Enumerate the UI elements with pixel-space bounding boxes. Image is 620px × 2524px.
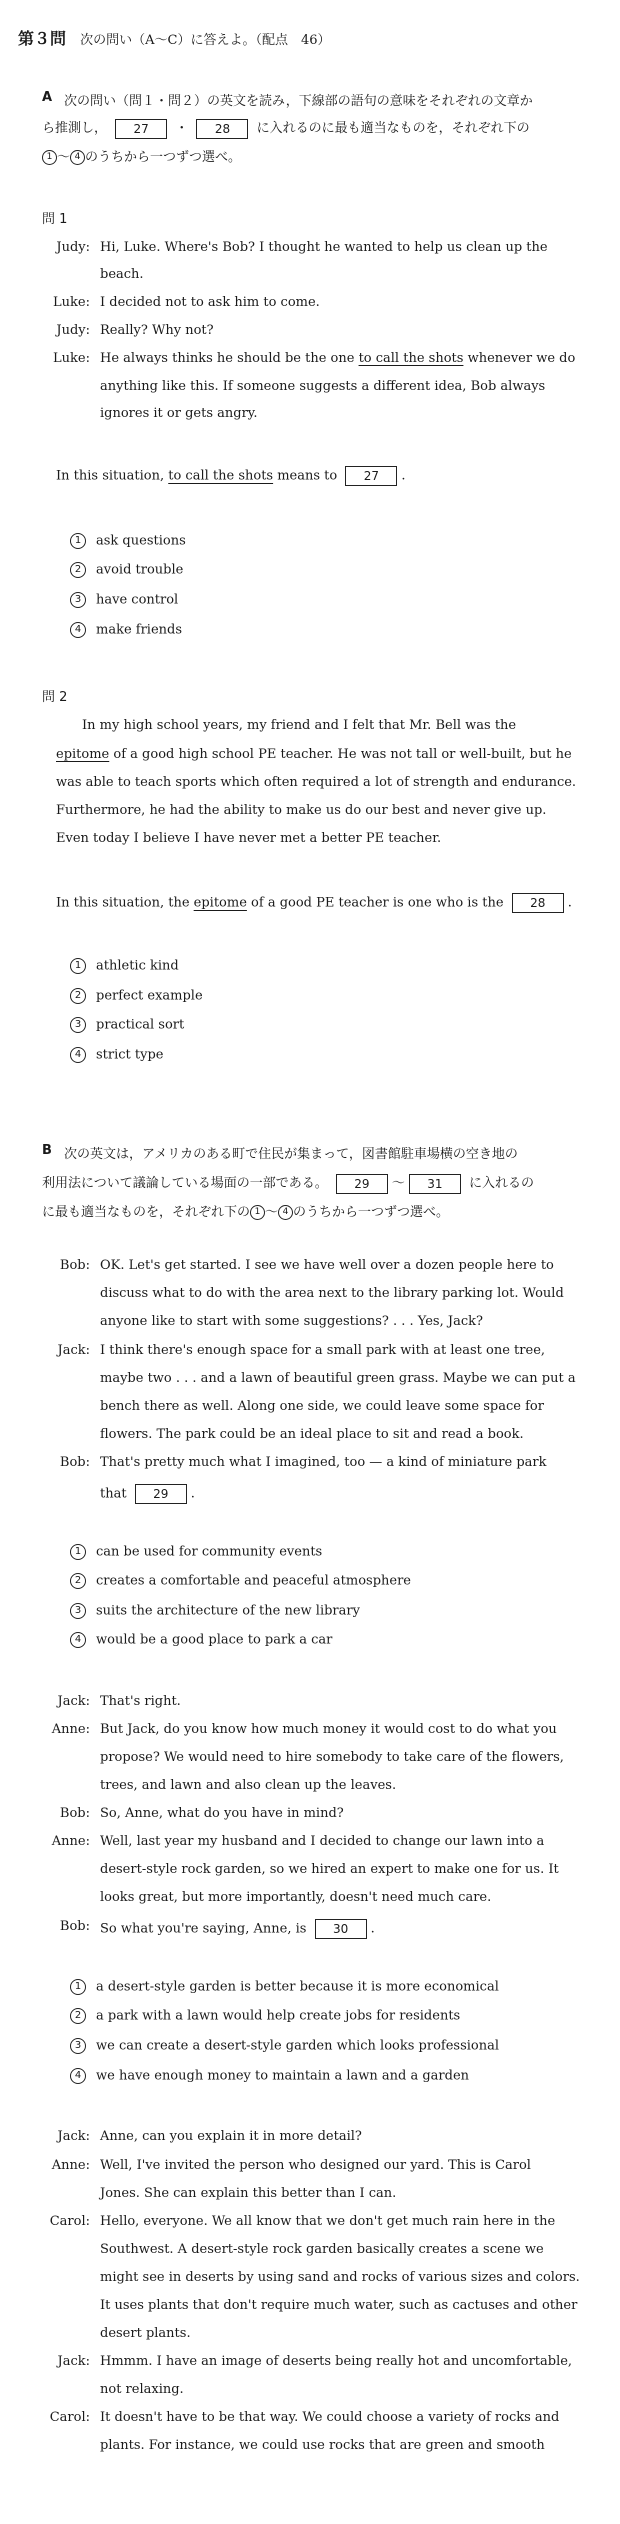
section-a-label: A xyxy=(42,90,53,105)
circled-number: 3 xyxy=(70,1017,86,1033)
text: that xyxy=(100,1486,127,1502)
circled-number: 4 xyxy=(70,1047,86,1063)
underlined-phrase: to call the shots xyxy=(358,351,464,366)
dialog-line: That's pretty much what I imagined, too — a kind of miniature park xyxy=(100,1455,547,1470)
dialog-line: That's right. xyxy=(100,1694,181,1709)
speaker: Bob: xyxy=(59,1919,90,1934)
dialog-line: OK. Let's get started. I see we have well over a dozen people here to xyxy=(100,1258,554,1273)
answer-box-29: 29 xyxy=(135,1484,187,1504)
section-b-intro-line1: 次の英文は，アメリカのある町で住民が集まって，図書館駐車場横の空き地の xyxy=(64,1147,518,1162)
option-2[interactable] xyxy=(70,1573,411,1589)
intro-text: に入れるのに最も適当なものを，それぞれ下の xyxy=(256,121,530,136)
option-1[interactable] xyxy=(70,958,179,974)
section-b-intro-line3 xyxy=(42,1201,449,1220)
dialog-line xyxy=(100,1919,375,1939)
dialog-line: So, Anne, what do you have in mind? xyxy=(100,1806,344,1821)
intro-text: のうちから一つずつ選べ。 xyxy=(85,150,242,165)
speaker: Jack: xyxy=(57,2129,90,2144)
period: . xyxy=(567,895,572,911)
circled-number-4: 4 xyxy=(70,150,85,165)
dialog-line: propose? We would need to hire somebody to take care of the flowers, xyxy=(100,1750,564,1765)
answer-box-27: 27 xyxy=(115,119,167,139)
circled-number: 2 xyxy=(70,562,86,578)
q2-label: 問 2 xyxy=(42,690,68,705)
circled-number: 1 xyxy=(70,1544,86,1560)
text: means to xyxy=(277,468,338,484)
dialog-line: Hmmm. I have an image of deserts being really hot and uncomfortable, xyxy=(100,2354,573,2369)
underlined-phrase: to call the shots xyxy=(168,468,274,484)
speaker: Carol: xyxy=(49,2214,90,2229)
circled-number: 1 xyxy=(70,1979,86,1995)
option-text: athletic kind xyxy=(96,958,179,974)
circled-number: 3 xyxy=(70,2038,86,2054)
circled-number: 4 xyxy=(70,1632,86,1648)
dialog-line: Jones. She can explain this better than I can. xyxy=(100,2186,397,2201)
period: . xyxy=(190,1486,195,1502)
answer-box-27: 27 xyxy=(345,466,397,486)
speaker: Bob: xyxy=(59,1455,90,1470)
dialog-line: I think there's enough space for a small park with at least one tree, xyxy=(100,1343,546,1358)
dialog-line: might see in deserts by using sand and rocks of various sizes and colors. xyxy=(100,2270,580,2285)
speaker: Judy: xyxy=(56,323,90,338)
dialog-line: plants. For instance, we could use rocks that are green and smooth xyxy=(100,2438,545,2453)
circled-number-4: 4 xyxy=(278,1205,293,1220)
option-text: practical sort xyxy=(96,1017,185,1033)
circled-number: 2 xyxy=(70,1573,86,1589)
text: of a good high school PE teacher. He was not tall or well-built, but he xyxy=(113,747,572,762)
answer-box-28: 28 xyxy=(512,893,564,913)
dialog-line: looks great, but more importantly, doesn't need much care. xyxy=(100,1890,492,1905)
dialog-line: desert plants. xyxy=(100,2326,191,2341)
intro-text: ら推測し， xyxy=(42,121,108,136)
q2-stem xyxy=(56,893,572,913)
answer-box-29: 29 xyxy=(336,1174,388,1194)
tilde: 〜 xyxy=(391,1176,405,1191)
option-text: we can create a desert-style garden which looks professional xyxy=(96,2038,500,2054)
q1-label: 問 1 xyxy=(42,212,68,227)
option-text: avoid trouble xyxy=(96,562,184,578)
dialog-line: flowers. The park could be an ideal place to sit and read a book. xyxy=(100,1427,524,1442)
answer-box-30: 30 xyxy=(315,1919,367,1939)
separator: ・ xyxy=(175,121,189,136)
option-1[interactable] xyxy=(70,533,186,549)
text: of a good PE teacher is one who is the xyxy=(251,895,504,911)
dialog-line xyxy=(100,351,575,366)
option-text: make friends xyxy=(96,622,183,638)
intro-text: 利用法について議論している場面の一部である。 xyxy=(42,1176,328,1191)
dialog-line: Southwest. A desert-style rock garden basically creates a scene we xyxy=(100,2242,544,2257)
passage-line: In my high school years, my friend and I felt that Mr. Bell was the xyxy=(82,718,517,733)
option-1[interactable] xyxy=(70,1544,322,1560)
speaker: Luke: xyxy=(53,351,90,366)
speaker: Anne: xyxy=(51,1834,90,1849)
circled-number: 4 xyxy=(70,2068,86,2084)
section-b-intro-line2 xyxy=(42,1172,534,1194)
dialog-line: discuss what to do with the area next to the library parking lot. Would xyxy=(100,1286,564,1301)
dialog-line: But Jack, do you know how much money it would cost to do what you xyxy=(100,1722,557,1737)
option-text: perfect example xyxy=(96,988,203,1004)
period: . xyxy=(401,468,406,484)
passage-line: was able to teach sports which often required a lot of strength and endurance. xyxy=(56,775,577,790)
q1-stem xyxy=(56,466,406,486)
option-3[interactable] xyxy=(70,592,178,608)
speaker: Judy: xyxy=(56,240,90,255)
circled-number: 2 xyxy=(70,2008,86,2024)
speaker: Bob: xyxy=(59,1258,90,1273)
speaker: Carol: xyxy=(49,2410,90,2425)
text: So what you're saying, Anne, is xyxy=(100,1921,307,1937)
option-text: a desert-style garden is better because it is more economical xyxy=(96,1979,499,1995)
circled-number: 2 xyxy=(70,988,86,1004)
dialog-line: bench there as well. Along one side, we could leave some space for xyxy=(100,1399,544,1414)
dialog-line: anything like this. If someone suggests a different idea, Bob always xyxy=(100,379,546,394)
dialog-line: trees, and lawn and also clean up the leaves. xyxy=(100,1778,397,1793)
dialog-line: anyone like to start with some suggestions? . . . Yes, Jack? xyxy=(100,1314,483,1329)
option-1[interactable] xyxy=(70,1979,499,1995)
circled-number: 3 xyxy=(70,592,86,608)
passage-line xyxy=(56,747,572,762)
speaker: Jack: xyxy=(57,2354,90,2369)
dialog-line: Anne, can you explain it in more detail? xyxy=(100,2129,362,2144)
text: He always thinks he should be the one xyxy=(100,351,355,366)
option-2[interactable] xyxy=(70,562,183,578)
section-b-label: B xyxy=(42,1143,52,1158)
question-number: 第３問 xyxy=(18,29,67,48)
option-text: suits the architecture of the new library xyxy=(96,1603,360,1619)
option-4[interactable] xyxy=(70,1047,164,1063)
dialog-line: Hi, Luke. Where's Bob? I thought he wanted to help us clean up the xyxy=(100,240,548,255)
circled-number: 3 xyxy=(70,1603,86,1619)
dialog-line: Well, I've invited the person who designed our yard. This is Carol xyxy=(100,2158,531,2173)
underlined-word: epitome xyxy=(193,895,247,911)
period: . xyxy=(370,1921,375,1937)
answer-box-31: 31 xyxy=(409,1174,461,1194)
circled-number-1: 1 xyxy=(250,1205,265,1220)
dialog-line: Really? Why not? xyxy=(100,323,214,338)
dialog-line: ignores it or gets angry. xyxy=(100,406,258,421)
option-3[interactable] xyxy=(70,2038,499,2054)
option-2[interactable] xyxy=(70,2008,460,2024)
tilde: 〜 xyxy=(265,1205,279,1220)
option-text: have control xyxy=(96,592,179,608)
underlined-word: epitome xyxy=(56,747,110,762)
dialog-line: I decided not to ask him to come. xyxy=(100,295,320,310)
dialog-line: beach. xyxy=(100,267,144,282)
passage-line: Furthermore, he had the ability to make us do our best and never give up. xyxy=(56,803,547,818)
text: whenever we do xyxy=(467,351,576,366)
dialog-line: It doesn't have to be that way. We could choose a variety of rocks and xyxy=(100,2410,560,2425)
intro-text: に最も適当なものを，それぞれ下の xyxy=(42,1205,251,1220)
circled-number: 4 xyxy=(70,622,86,638)
option-3[interactable] xyxy=(70,1017,184,1033)
option-text: creates a comfortable and peaceful atmosphere xyxy=(96,1573,411,1589)
option-3[interactable] xyxy=(70,1603,360,1619)
question-instructions: 次の問い（A〜C）に答えよ。（配点 46） xyxy=(80,33,331,48)
dialog-line: Well, last year my husband and I decided to change our lawn into a xyxy=(100,1834,545,1849)
option-4[interactable] xyxy=(70,622,182,638)
option-text: would be a good place to park a car xyxy=(96,1632,333,1648)
intro-text: のうちから一つずつ選べ。 xyxy=(293,1205,450,1220)
option-4[interactable] xyxy=(70,1632,332,1648)
dialog-line: It uses plants that don't require much water, such as cactuses and other xyxy=(100,2298,578,2313)
text: In this situation, xyxy=(56,468,165,484)
passage-line: Even today I believe I have never met a better PE teacher. xyxy=(56,831,442,846)
text: In this situation, the xyxy=(56,895,190,911)
option-text: ask questions xyxy=(96,533,186,549)
option-text: can be used for community events xyxy=(96,1544,323,1560)
circled-number-1: 1 xyxy=(42,150,57,165)
option-4[interactable] xyxy=(70,2068,469,2084)
section-a-intro-line2 xyxy=(42,117,530,139)
speaker: Jack: xyxy=(57,1694,90,1709)
question-header xyxy=(18,26,331,49)
option-2[interactable] xyxy=(70,988,203,1004)
speaker: Anne: xyxy=(51,2158,90,2173)
tilde: 〜 xyxy=(57,150,71,165)
answer-box-28: 28 xyxy=(196,119,248,139)
speaker: Bob: xyxy=(59,1806,90,1821)
circled-number: 1 xyxy=(70,958,86,974)
dialog-line: maybe two . . . and a lawn of beautiful green grass. Maybe we can put a xyxy=(100,1371,576,1386)
option-text: we have enough money to maintain a lawn and a garden xyxy=(96,2068,470,2084)
dialog-line xyxy=(100,1484,195,1504)
dialog-line: not relaxing. xyxy=(100,2382,184,2397)
dialog-line: desert-style rock garden, so we hired an expert to make one for us. It xyxy=(100,1862,559,1877)
speaker: Jack: xyxy=(57,1343,90,1358)
circled-number: 1 xyxy=(70,533,86,549)
section-a-intro-line3 xyxy=(42,146,241,165)
section-a-intro-line1: 次の問い（問１・問２）の英文を読み，下線部の語句の意味をそれぞれの文章か xyxy=(64,94,533,109)
speaker: Anne: xyxy=(51,1722,90,1737)
option-text: a park with a lawn would help create jobs for residents xyxy=(96,2008,461,2024)
dialog-line: Hello, everyone. We all know that we don't get much rain here in the xyxy=(100,2214,556,2229)
intro-text: に入れるの xyxy=(469,1176,535,1191)
option-text: strict type xyxy=(96,1047,164,1063)
speaker: Luke: xyxy=(53,295,90,310)
